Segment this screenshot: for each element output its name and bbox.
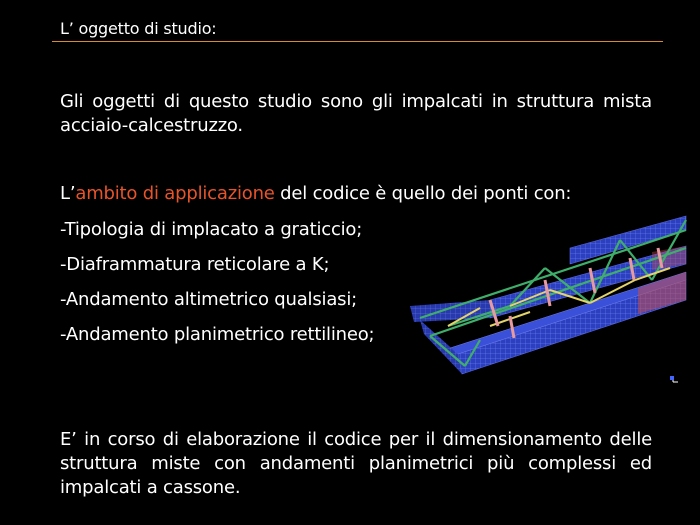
feature-item: -Andamento altimetrico qualsiasi; <box>60 289 357 310</box>
feature-list <box>60 218 374 358</box>
bridge-deck-3d-model-icon <box>390 208 690 393</box>
scope-highlight: ambito di applicazione <box>75 183 275 204</box>
closing-paragraph: E’ in corso di elaborazione il codice per il dimensionamento delle struttura miste con andamenti planimetrici più complessi ed impalcati a cassone. <box>60 429 652 498</box>
scope-suffix: del codice è quello dei ponti con: <box>274 183 572 204</box>
slide-title: L’ oggetto di studio: <box>60 19 217 38</box>
feature-item: -Andamento planimetrico rettilineo; <box>60 324 375 345</box>
title-underline <box>52 41 663 42</box>
feature-item: -Diaframmatura reticolare a K; <box>60 254 330 275</box>
feature-item: -Tipologia di implacato a graticcio; <box>60 219 363 240</box>
scope-prefix: L’ <box>60 183 76 204</box>
scope-paragraph <box>60 182 652 206</box>
intro-paragraph: Gli oggetti di questo studio sono gli impalcati in struttura mista acciaio-calcestruzzo. <box>60 91 652 136</box>
